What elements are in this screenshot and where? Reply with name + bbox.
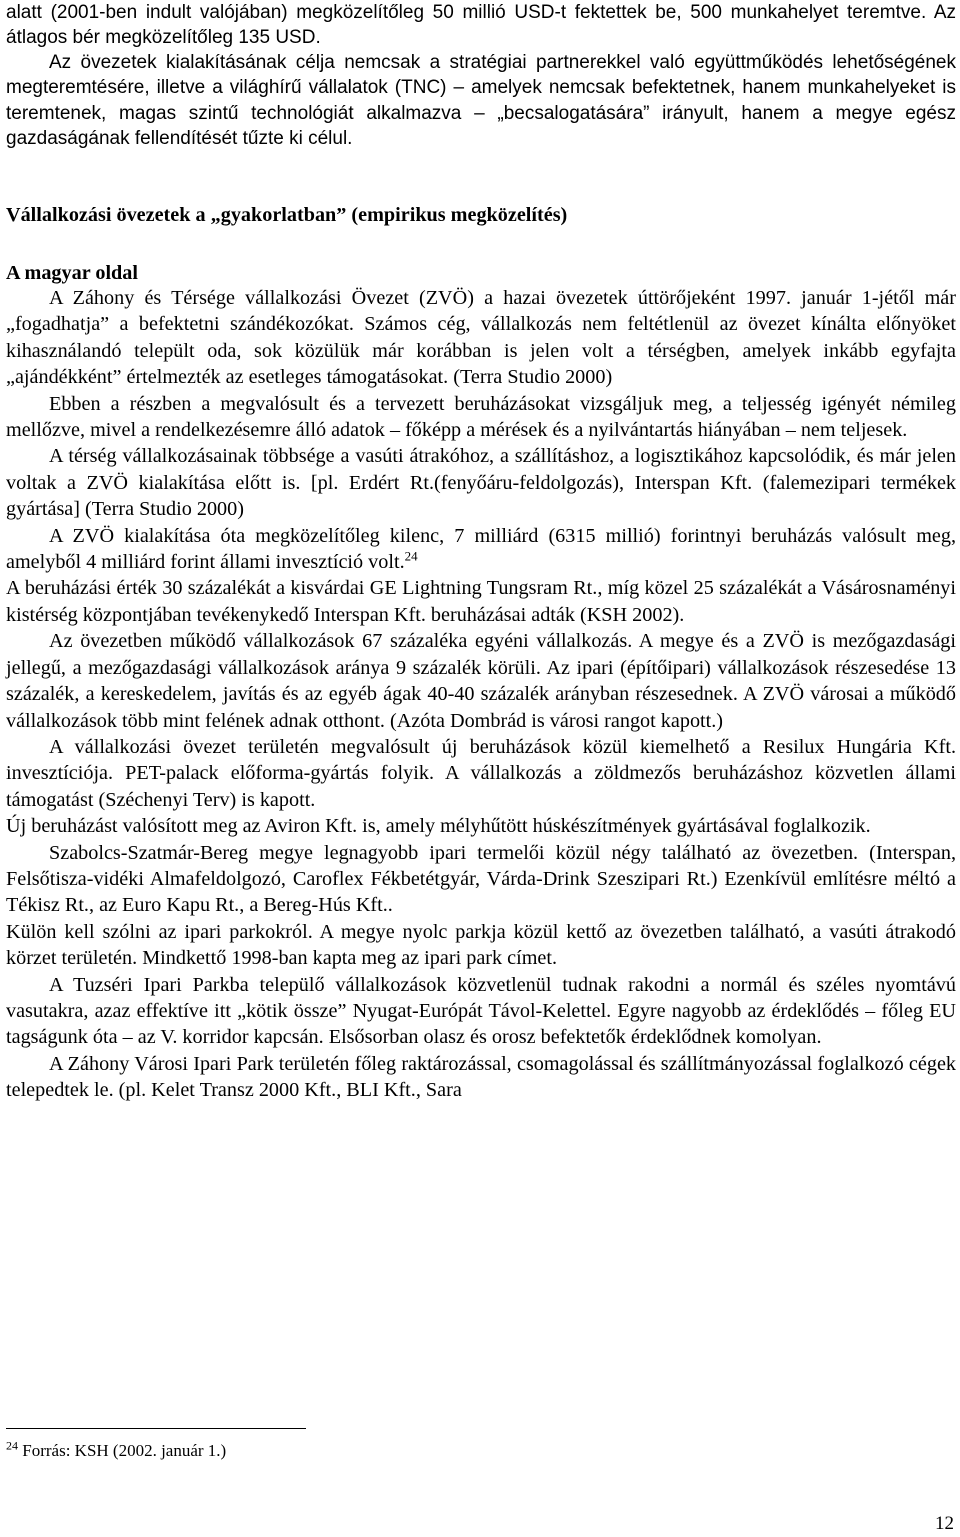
paragraph-text: Szabolcs-Szatmár-Bereg megye legnagyobb ipari termelői közül négy található az övezetben. (Interspan, Felsőtisza-vidéki Almafeldolgozó, Caroflex Fékbetétgyár, Várda-Drink Szeszipari Rt.) Ezenkívül említésre méltó a Tékisz Rt., az Euro Kapu Rt., a Bereg-Hús Kft.. — [6, 841, 956, 917]
paragraph-text: A beruházási érték 30 százalékát a kisvárdai GE Lightning Tungsram Rt., míg közel 25 százalékát a Vásárosnaményi kistérség központjában tevékenykedő Interspan Kft. beruházásai adták (KSH 2002). — [6, 577, 956, 626]
paragraph-zvo — [6, 285, 956, 391]
footnote-divider — [6, 1428, 306, 1429]
footnote-reference[interactable]: 24 — [404, 548, 418, 564]
paragraph-investment-total — [6, 523, 956, 576]
paragraph-text: Új beruházást valósított meg az Aviron Kft. is, amely mélyhűtött húskészítmények gyártásával foglalkozik. — [6, 815, 871, 838]
paragraph-industrial-parks — [6, 919, 956, 972]
paragraph-text: A térség vállalkozásainak többsége a vasúti átrakóhoz, a szállításhoz, a logisztikához kapcsolódik, és már jelen voltak a ZVÖ kialakítása előtt is. [pl. Erdért Rt.(fenyőáru-feldolgozás), Interspan Kft. (falemezipari termékek gyártása] (Terra Studio 2000) — [6, 445, 956, 521]
paragraph-zones-purpose — [6, 50, 956, 152]
paragraph-text: Külön kell szólni az ipari parkokról. A megye nyolc parkja közül kettő az övezetben található, a vasúti átrakodó körzet területén. Mindkettő 1998-ban kapta meg az ipari park címet. — [6, 920, 956, 970]
body-text — [6, 285, 956, 1104]
paragraph-text: Ebben a részben a megvalósult és a tervezett beruházásokat vizsgáljuk meg, a teljesség igényét némileg mellőzve, mivel a rendelkezésemre álló adatok – főképp a mérések és a nyilvántartás hiányában – nem teljesek. — [6, 392, 956, 442]
footnote-number: 24 — [6, 1438, 18, 1453]
paragraph-aviron — [6, 813, 956, 839]
paragraph-zahony-park — [6, 1051, 956, 1104]
paragraph-largest-producers — [6, 840, 956, 919]
footnote-text: Forrás: KSH (2002. január 1.) — [22, 1441, 227, 1460]
paragraph-text: Az övezetben működő vállalkozások 67 százaléka egyéni vállalkozás. A megye és a ZVÖ is mezőgazdasági jellegű, a mezőgazdasági vállalkozások aránya 9 százalék körüli. Az ipari (építőipari) vállalkozások részesedése 13 százalék, a kereskedelem, javítás és az egyéb ágak 40-40 százalék arányban részesednek. A ZVÖ városai a működő vállalkozások több mint felének adnak otthont. (Azóta Dombrád is városi rangot kapott.) — [6, 630, 956, 732]
paragraph-tuzser-park — [6, 972, 956, 1051]
paragraph-text: A Záhony Városi Ipari Park területén főleg raktározással, csomagolással és szállítmányozással foglalkozó cégek telepedtek le. (pl. Kelet Transz 2000 Kft., BLI Kft., Sara — [6, 1052, 956, 1102]
paragraph-intro-continuation — [6, 0, 956, 51]
paragraph-logistics — [6, 443, 956, 522]
paragraph-investments — [6, 391, 956, 444]
paragraph-text: A Záhony és Térsége vállalkozási Övezet (ZVÖ) a hazai övezetek úttörőjeként 1997. január 1-jétől már „fogadhatja” a befektetni szándékozókat. Számos cég, vállalkozás nem feltétlenül az övezet kínálta előnyöket kihasználandó települt oda, sok közülük már korábban is jelen volt a térségben, amelyek inkább egyfajta „ajándékként” értelmezték az esetleges támogatásokat. (Terra Studio 2000) — [6, 287, 956, 389]
paragraph-text: A Tuzséri Ipari Parkba települő vállalkozások közvetlenül tudnak rakodni a normál és széles nyomtávú vasutakra, azaz effektíve itt „kötik össze” Nyugat-Európát Távol-Kelettel. Egyre nagyobb az érdeklődés – főleg EU tagságunk óta – az V. korridor kapcsán. Elsősorban olasz és orosz befektetők érdeklődnek komolyan. — [6, 973, 956, 1049]
paragraph-text: alatt (2001-ben indult valójában) megközelítőleg 50 millió USD-t fektettek be, 500 munkahelyet teremtve. Az átlagos bér megközelítőleg 135 USD. — [6, 2, 956, 49]
paragraph-text: A ZVÖ kialakítása óta megközelítőleg kilenc, 7 milliárd (6315 millió) forintnyi beruházás valósult meg, amelyből 4 milliárd forint állami invesztíció volt. — [6, 524, 956, 574]
footnote — [6, 1440, 226, 1462]
paragraph-enterprise-structure — [6, 628, 956, 734]
section-heading: Vállalkozási övezetek a „gyakorlatban” (empirikus megközelítés) — [6, 204, 568, 226]
paragraph-resilux — [6, 734, 956, 813]
paragraph-investment-share — [6, 575, 956, 628]
paragraph-text: Az övezetek kialakításának célja nemcsak a stratégiai partnerekkel való együttműködés lehetőségének megteremtésére, illetve a világhírű vállalatok (TNC) – amelyek nemcsak befektetnek, hanem munkahelyeket is teremtenek, magas szintű technológiát alkalmazva – „becsalogatására” irányult, hanem a megye egész gazdaságának fellendítését tűzte ki célul. — [6, 52, 956, 150]
page-number: 12 — [935, 1513, 954, 1534]
subsection-heading: A magyar oldal — [6, 262, 138, 284]
paragraph-text: A vállalkozási övezet területén megvalósult új beruházások közül kiemelhető a Resilux Hungária Kft. invesztíciója. PET-palack előforma-gyártás folyik. A vállalkozás a zöldmezős beruházáshoz közvetlen állami támogatást (Széchenyi Terv) is kapott. — [6, 735, 956, 811]
